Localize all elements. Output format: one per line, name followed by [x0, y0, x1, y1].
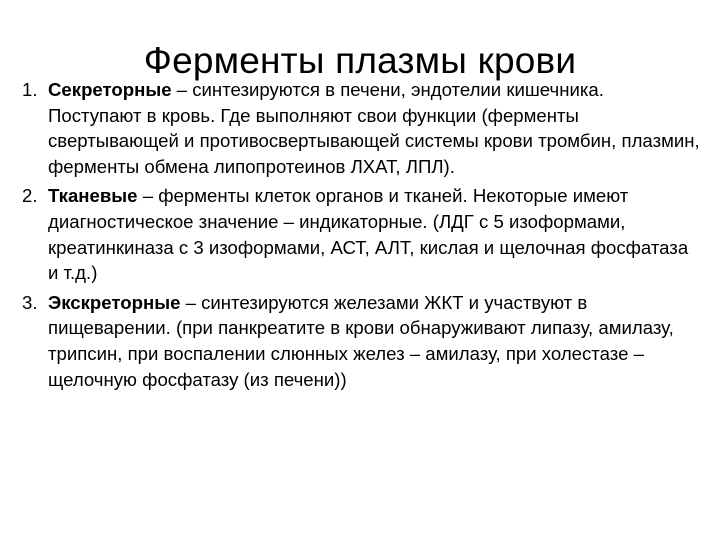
- list-item-dash: –: [180, 291, 202, 313]
- slide-title: Ферменты плазмы крови: [143, 39, 577, 81]
- enzyme-list: [22, 77, 702, 396]
- list-item-term: Секреторные: [48, 79, 172, 100]
- list-item-number: 1.: [22, 79, 38, 100]
- list-item-number: 2.: [22, 185, 38, 207]
- list-item-secretory: [22, 77, 702, 179]
- list-item-tissue: [22, 183, 702, 285]
- list-item-excretory: [22, 290, 702, 392]
- list-item-term: Экскреторные: [48, 291, 181, 313]
- list-item-number: 3.: [22, 291, 38, 313]
- list-item-text: ферменты клеток органов и тканей. Некоторые имеют диагностическое значение – индикаторные. (ЛДГ с 5 изоформами, креатинкиназа с 3 изоформами, АСТ, АЛТ, кислая и щелочная фосфатаза и т.д.): [48, 185, 689, 284]
- list-item-term: Тканевые: [48, 185, 138, 207]
- list-item-text: синтезируются железами ЖКТ и участвуют в пищеварении. (при панкреатите в крови обнаруживают липазу, амилазу, трипсин, при воспалении слюнных желез – амилазу, при холестазе – щелочную фосфатазу (из печени)): [48, 291, 674, 390]
- list-item-text: синтезируются в печени, эндотелии кишечника. Поступают в кровь. Где выполняют свои функции (ферменты свертывающей и противосвертывающей системы крови тромбин, плазмин, ферменты обмена липопротеинов ЛХАТ, ЛПЛ).: [48, 79, 700, 177]
- list-item-dash: –: [137, 185, 159, 207]
- list-item-dash: –: [171, 79, 193, 100]
